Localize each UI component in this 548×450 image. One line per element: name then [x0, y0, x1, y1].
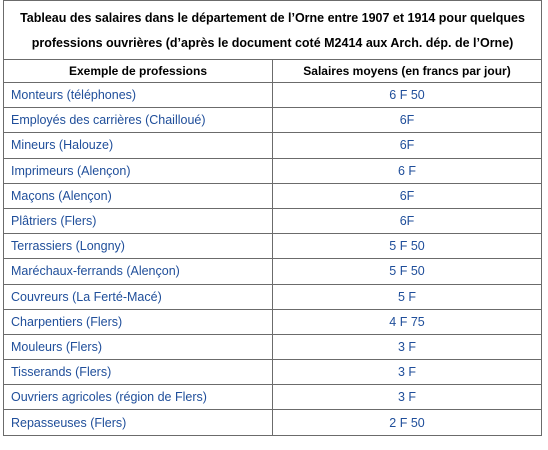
profession-cell: Mineurs (Halouze) — [4, 133, 273, 158]
table-row — [4, 309, 542, 334]
table-row — [4, 410, 542, 435]
profession-cell: Mouleurs (Flers) — [4, 334, 273, 359]
profession-cell: Plâtriers (Flers) — [4, 208, 273, 233]
salary-cell: 6F — [273, 108, 542, 133]
table-row — [4, 108, 542, 133]
salary-cell: 2 F 50 — [273, 410, 542, 435]
table-body — [4, 83, 542, 436]
profession-cell: Imprimeurs (Alençon) — [4, 158, 273, 183]
salary-cell: 3 F — [273, 385, 542, 410]
salary-cell: 6 F — [273, 158, 542, 183]
profession-cell: Repasseuses (Flers) — [4, 410, 273, 435]
profession-cell: Maréchaux-ferrands (Alençon) — [4, 259, 273, 284]
table-row — [4, 360, 542, 385]
profession-cell: Ouvriers agricoles (région de Flers) — [4, 385, 273, 410]
table-row — [4, 234, 542, 259]
salary-table — [3, 0, 542, 436]
salary-cell: 6F — [273, 208, 542, 233]
salary-cell: 6F — [273, 133, 542, 158]
caption-row — [4, 1, 542, 60]
header-row — [4, 60, 542, 83]
table-row — [4, 284, 542, 309]
salary-cell: 3 F — [273, 360, 542, 385]
table-row — [4, 183, 542, 208]
table-row — [4, 158, 542, 183]
table-row — [4, 83, 542, 108]
table-row — [4, 334, 542, 359]
profession-cell: Terrassiers (Longny) — [4, 234, 273, 259]
table-row — [4, 259, 542, 284]
table-row — [4, 385, 542, 410]
caption-line-1: Tableau des salaires dans le département de l’Orne entre 1907 et 1914 pour quelques — [20, 10, 525, 25]
profession-cell: Employés des carrières (Chailloué) — [4, 108, 273, 133]
table-row — [4, 133, 542, 158]
salary-cell: 4 F 75 — [273, 309, 542, 334]
table-caption — [4, 1, 542, 60]
profession-cell: Tisserands (Flers) — [4, 360, 273, 385]
salary-cell: 5 F 50 — [273, 234, 542, 259]
profession-cell: Charpentiers (Flers) — [4, 309, 273, 334]
salary-cell: 6 F 50 — [273, 83, 542, 108]
salary-cell: 5 F 50 — [273, 259, 542, 284]
profession-cell: Maçons (Alençon) — [4, 183, 273, 208]
header-profession: Exemple de professions — [4, 60, 273, 83]
profession-cell: Monteurs (téléphones) — [4, 83, 273, 108]
caption-line-2: professions ouvrières (d’après le document coté M2414 aux Arch. dép. de l’Orne) — [31, 35, 514, 50]
table-row — [4, 208, 542, 233]
salary-cell: 6F — [273, 183, 542, 208]
header-salary: Salaires moyens (en francs par jour) — [273, 60, 542, 83]
salary-cell: 5 F — [273, 284, 542, 309]
profession-cell: Couvreurs (La Ferté-Macé) — [4, 284, 273, 309]
salary-cell: 3 F — [273, 334, 542, 359]
